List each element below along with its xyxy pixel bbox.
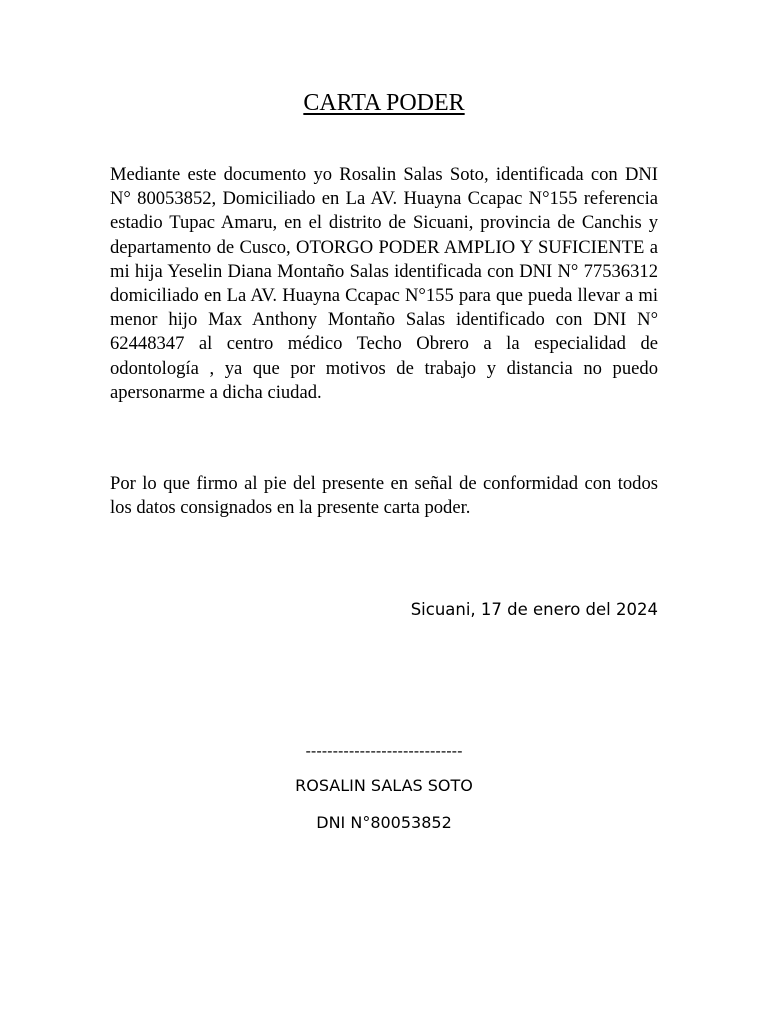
- signature-line: -----------------------------: [305, 742, 463, 760]
- body-paragraph-2: Por lo que firmo al pie del presente en señal de conformidad con todos los datos consignados en la presente carta poder.: [110, 473, 658, 519]
- document-title: CARTA PODER: [303, 90, 465, 116]
- date-line: Sicuani, 17 de enero del 2024: [410, 600, 658, 619]
- signatory-dni: DNI N°80053852: [316, 813, 452, 832]
- body-paragraph-1: Mediante este documento yo Rosalin Salas Soto, identificada con DNI N° 80053852, Domiciliado en La AV. Huayna Ccapac N°155 referencia estadio Tupac Amaru, en el distrito de Sicuani, provincia de Canchis y departamento de Cusco, OTORGO PODER AMPLIO Y SUFICIENTE a mi hija Yeselin Diana Montaño Salas identificada con DNI N° 77536312 domiciliado en La AV. Huayna Ccapac N°155 para que pueda llevar a mi menor hijo Max Anthony Montaño Salas identificado con DNI N° 62448347 al centro médico Techo Obrero a la especialidad de odontología , ya que por motivos de trabajo y distancia no puedo apersonarme a dicha ciudad.: [110, 164, 658, 403]
- signatory-name: ROSALIN SALAS SOTO: [295, 776, 473, 795]
